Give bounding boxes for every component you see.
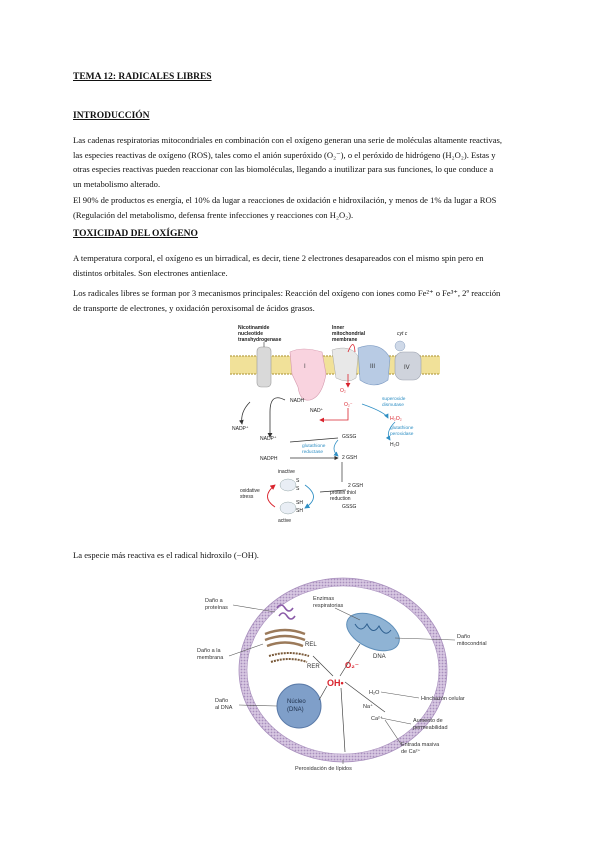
label-prx-1: protein thiol	[330, 490, 356, 496]
complex-i-shape	[290, 349, 326, 400]
label-nadp-left: NADP⁺	[232, 426, 249, 432]
text-line: las especies reactivas de oxígeno (ROS), tales como el anión superóxido (O₂⁻), o el peróxido de hidrógeno (H₂O₂). Estas y	[73, 149, 496, 160]
complex-iv-label: IV	[404, 365, 410, 371]
text-line: El 90% de productos es energía, el 10% da lugar a reacciones de oxidación e hidroxilación, y menos de 1% da lugar a ROS	[73, 195, 497, 205]
label-h2o: H₂O	[369, 690, 380, 696]
label-gsh: 2 GSH	[342, 455, 358, 461]
label-entrada-1: Entrada masiva	[401, 742, 440, 748]
label-s1: S	[296, 478, 300, 484]
label-nucleo-1: Núcleo	[287, 699, 306, 705]
text-line: La especie más reactiva es el radical hidroxilo (−OH).	[73, 550, 259, 560]
label-rel: REL	[305, 642, 317, 648]
label-gsh-2: 2 GSH	[348, 483, 364, 489]
paragraph-intro	[73, 133, 528, 191]
paragraph-percent	[73, 193, 528, 222]
label-nucleo-2: (DNA)	[287, 707, 304, 713]
label-hinchazon: Hinchazón celular	[421, 696, 465, 702]
label-nadh: NADH	[290, 398, 305, 404]
active-protein-shape	[280, 502, 296, 514]
label-active: active	[278, 518, 292, 524]
label-enzimas-2: respiratorias	[313, 603, 344, 609]
label-o2-radical-center: O₂⁻	[345, 661, 359, 670]
label-prx-2: reduction	[330, 496, 351, 502]
label-danio-dna-2: al DNA	[215, 705, 233, 711]
figure-cell-damage-diagram	[195, 572, 515, 772]
label-nnt-1: Nicotinamide	[238, 325, 270, 331]
document-title: TEMA 12: RADICALES LIBRES	[73, 72, 212, 82]
label-enzimas-1: Enzimas	[313, 596, 335, 602]
label-nadp: NADP⁺	[260, 436, 277, 442]
figure-mitochondrial-ros-diagram	[230, 322, 440, 527]
label-danio-mito-1: Daño	[457, 634, 471, 640]
heading-introduccion: INTRODUCCIÓN	[73, 111, 150, 121]
label-h2o: H₂O	[390, 442, 400, 448]
label-peroxidacion: Peroxidación de lípidos	[295, 766, 352, 772]
label-oxstress-2: stress	[240, 494, 254, 500]
label-gr-2: reductase	[302, 450, 324, 455]
label-sod-1: superoxide	[382, 397, 406, 402]
text-line: un metabolismo alterado.	[73, 178, 161, 189]
label-s2: S	[296, 486, 300, 492]
heading-toxicidad: TOXICIDAD DEL OXÍGENO	[73, 229, 198, 239]
label-danio-proteinas-1: Daño a	[205, 598, 223, 604]
label-gssg-2: GSSG	[342, 504, 357, 510]
label-inactive: inactive	[278, 469, 295, 475]
label-oh-center: OH•	[327, 678, 344, 688]
label-dna-mito: DNA	[373, 654, 386, 660]
text-line: A temperatura corporal, el oxígeno es un birradical, es decir, tiene 2 electrones desapareados con el mismo spin pero en	[73, 253, 484, 263]
label-gpx-2: peroxidase	[390, 432, 414, 437]
text-line: Las cadenas respiratorias mitocondriales en combinación con el oxígeno generan una serie de moléculas altamente reactivas,	[73, 135, 503, 145]
label-membrane-2: mitochondrial	[332, 331, 366, 337]
cytoplasm	[247, 586, 439, 754]
paragraph-radicales	[73, 286, 528, 315]
label-na: Na⁺	[363, 704, 373, 710]
label-cyt-c: cyt c	[397, 331, 408, 337]
label-nadph: NADPH	[260, 456, 278, 462]
label-membrane-1: Inner	[332, 325, 345, 331]
label-sh1: SH	[296, 500, 303, 506]
complex-iii-label: III	[370, 364, 376, 370]
text-line: otras especies reactivas pueden reaccionar con las biomoléculas, llegando a inutilizar para sus funciones, lo que conduce a	[73, 164, 494, 174]
label-nnt-3: transhydrogenase	[238, 337, 282, 343]
label-entrada-2: de Ca²⁺	[401, 749, 421, 755]
nucleus-shape	[277, 684, 321, 728]
transhydrogenase-shape	[257, 347, 271, 387]
label-danio-proteinas-2: proteínas	[205, 605, 228, 611]
label-danio-membrana-1: Daño a la	[197, 648, 221, 654]
label-membrane-3: membrane	[332, 337, 358, 343]
text-line: de transporte de electrones, y oxidación peroxisomal de ácidos grasos.	[73, 302, 315, 313]
label-ca: Ca²⁺	[371, 716, 383, 722]
label-danio-dna-1: Daño	[215, 698, 229, 704]
label-gpx-1: glutathione	[390, 426, 414, 431]
label-gr-1: glutathione	[302, 444, 326, 449]
label-oxstress-1: oxidative	[240, 488, 260, 494]
paragraph-hidroxilo	[73, 548, 528, 563]
label-aumento-1: Aumento de	[413, 718, 443, 724]
label-nnt-2: nucleotide	[238, 331, 264, 337]
label-sod-2: dismutase	[382, 403, 404, 408]
label-aumento-2: permeabilidad	[413, 725, 448, 731]
label-rer: RER	[307, 664, 320, 670]
label-nad: NAD⁺	[310, 408, 324, 414]
paragraph-toxicidad	[73, 251, 528, 280]
label-danio-mito-2: mitocondrial	[457, 641, 487, 647]
label-o2-radical: O₂⁻	[344, 402, 353, 408]
label-o2: O₂	[340, 388, 346, 394]
inactive-protein-shape	[280, 479, 296, 491]
label-gssg: GSSG	[342, 434, 357, 440]
text-line: distintos orbitales. Son electrones antienlace.	[73, 267, 228, 278]
label-sh2: SH	[296, 508, 303, 514]
label-danio-membrana-2: membrana	[197, 655, 224, 661]
text-line: Los radicales libres se forman por 3 mecanismos principales: Reacción del oxígeno con iones como Fe²⁺ o Fe³⁺, 2º reacción	[73, 288, 501, 298]
label-h2o2: H₂O₂	[390, 416, 402, 422]
complex-i-label: I	[304, 364, 306, 370]
text-line: (Regulación del metabolismo, defensa frente infecciones y reacciones con H₂O₂).	[73, 209, 354, 220]
